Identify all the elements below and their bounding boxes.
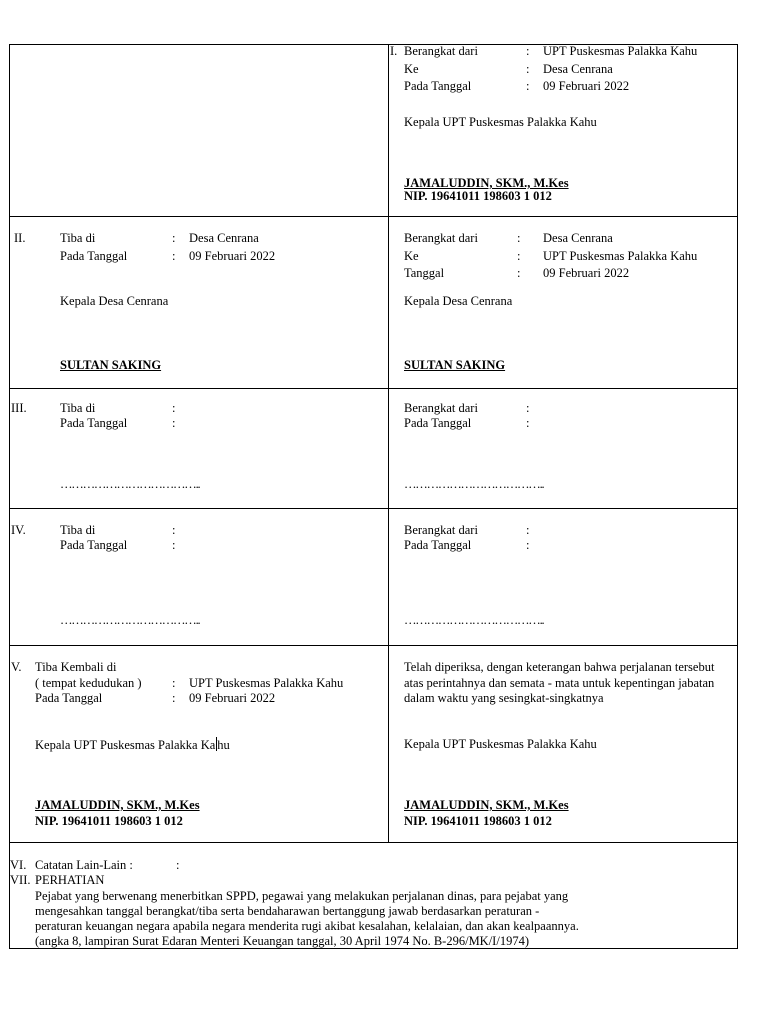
signatory-title: Kepala UPT Puskesmas Palakka Kahu bbox=[404, 737, 597, 751]
arrival-label: Tiba di bbox=[60, 523, 96, 537]
attention-heading: PERHATIAN bbox=[35, 873, 105, 887]
section-number: VI. bbox=[10, 858, 27, 872]
colon: : bbox=[176, 858, 180, 872]
attention-line: (angka 8, lampiran Surat Edaran Menteri Keuangan tanggal, 30 April 1974 No. B-296/MK/I/1974) bbox=[35, 934, 529, 948]
signatory-nip: NIP. 19641011 198603 1 012 bbox=[404, 189, 552, 203]
section-number: IV. bbox=[11, 523, 26, 537]
colon: : bbox=[172, 249, 176, 263]
row-divider bbox=[10, 388, 737, 389]
colon: : bbox=[172, 523, 176, 537]
date-label: Pada Tanggal bbox=[404, 79, 472, 93]
column-divider bbox=[388, 45, 389, 842]
colon: : bbox=[526, 538, 530, 552]
section-number: II. bbox=[14, 231, 26, 245]
colon: : bbox=[526, 79, 530, 93]
departure-label: Berangkat dari bbox=[404, 231, 478, 245]
arrival-value: Desa Cenrana bbox=[189, 231, 259, 245]
date-value: 09 Februari 2022 bbox=[189, 691, 276, 705]
colon: : bbox=[526, 401, 530, 415]
date-label: Pada Tanggal bbox=[404, 538, 472, 552]
departure-label: Berangkat dari bbox=[404, 401, 478, 415]
row-divider bbox=[10, 842, 737, 843]
date-label: Pada Tanggal bbox=[60, 416, 128, 430]
signatory-title-part: Kepala UPT Puskesmas Palakka Ka bbox=[35, 738, 216, 752]
date-label: Pada Tanggal bbox=[60, 249, 128, 263]
signatory-title: Kepala Desa Cenrana bbox=[404, 294, 513, 308]
return-label: Tiba Kembali di bbox=[35, 660, 117, 674]
attention-line: mengesahkan tanggal berangkat/tiba serta bendaharawan bertanggung jawab berdasarkan peraturan - bbox=[35, 904, 540, 918]
colon: : bbox=[172, 691, 176, 705]
date-label: Pada Tanggal bbox=[35, 691, 103, 705]
signatory-nip: NIP. 19641011 198603 1 012 bbox=[35, 814, 183, 828]
signatory-name: SULTAN SAKING bbox=[60, 358, 162, 372]
signature-placeholder: ……………………………….. bbox=[60, 477, 200, 491]
base-label: ( tempat kedudukan ) bbox=[35, 676, 142, 690]
colon: : bbox=[526, 62, 530, 76]
colon: : bbox=[172, 416, 176, 430]
colon: : bbox=[172, 401, 176, 415]
signatory-name: JAMALUDDIN, SKM., M.Kes bbox=[35, 798, 200, 812]
row-divider bbox=[10, 216, 737, 217]
date-value: 09 Februari 2022 bbox=[543, 79, 630, 93]
colon: : bbox=[517, 266, 521, 280]
signatory-name: SULTAN SAKING bbox=[404, 358, 506, 372]
signatory-title: Kepala Desa Cenrana bbox=[60, 294, 169, 308]
signatory-name: JAMALUDDIN, SKM., M.Kes bbox=[404, 798, 569, 812]
date-value: 09 Februari 2022 bbox=[189, 249, 276, 263]
date-label: Tanggal bbox=[404, 266, 445, 280]
destination-label: Ke bbox=[404, 249, 419, 263]
colon: : bbox=[526, 523, 530, 537]
attention-line: peraturan keuangan negara apabila negara menderita rugi akibat kesalahan, kelalaian, dan akan kealpaannya. bbox=[35, 919, 579, 933]
verification-note: Telah diperiksa, dengan keterangan bahwa perjalanan tersebut atas perintahnya dan semata - mata untuk kepentingan jabatan dalam waktu yang sesingkat-singkatnya bbox=[404, 660, 715, 705]
colon: : bbox=[517, 231, 521, 245]
row-divider bbox=[10, 645, 737, 646]
section-number: III. bbox=[11, 401, 27, 415]
colon: : bbox=[526, 44, 530, 58]
base-value: UPT Puskesmas Palakka Kahu bbox=[189, 676, 344, 690]
departure-label: Berangkat dari bbox=[404, 44, 478, 58]
arrival-label: Tiba di bbox=[60, 401, 96, 415]
colon: : bbox=[517, 249, 521, 263]
date-value: 09 Februari 2022 bbox=[543, 266, 630, 280]
arrival-label: Tiba di bbox=[60, 231, 96, 245]
signatory-nip: NIP. 19641011 198603 1 012 bbox=[404, 814, 552, 828]
signatory-title bbox=[35, 737, 230, 753]
date-label: Pada Tanggal bbox=[60, 538, 128, 552]
destination-value: Desa Cenrana bbox=[543, 62, 613, 76]
colon: : bbox=[526, 416, 530, 430]
notes-label: Catatan Lain-Lain : bbox=[35, 858, 133, 872]
departure-label: Berangkat dari bbox=[404, 523, 478, 537]
signature-placeholder: ……………………………….. bbox=[60, 613, 200, 627]
section-number: V. bbox=[11, 660, 22, 674]
signatory-name: JAMALUDDIN, SKM., M.Kes bbox=[404, 176, 569, 190]
date-label: Pada Tanggal bbox=[404, 416, 472, 430]
row-divider bbox=[10, 508, 737, 509]
signatory-title: Kepala UPT Puskesmas Palakka Kahu bbox=[404, 115, 597, 129]
colon: : bbox=[172, 538, 176, 552]
attention-line: Pejabat yang berwenang menerbitkan SPPD, pegawai yang melakukan perjalanan dinas, para pejabat yang bbox=[35, 889, 569, 903]
section-number: I. bbox=[390, 44, 398, 58]
destination-label: Ke bbox=[404, 62, 419, 76]
colon: : bbox=[172, 231, 176, 245]
signatory-title-part: hu bbox=[217, 738, 230, 752]
departure-value: UPT Puskesmas Palakka Kahu bbox=[543, 44, 698, 58]
signature-placeholder: ……………………………….. bbox=[404, 613, 544, 627]
departure-value: Desa Cenrana bbox=[543, 231, 613, 245]
destination-value: UPT Puskesmas Palakka Kahu bbox=[543, 249, 698, 263]
colon: : bbox=[172, 676, 176, 690]
signature-placeholder: ……………………………….. bbox=[404, 477, 544, 491]
section-number: VII. bbox=[10, 873, 31, 887]
